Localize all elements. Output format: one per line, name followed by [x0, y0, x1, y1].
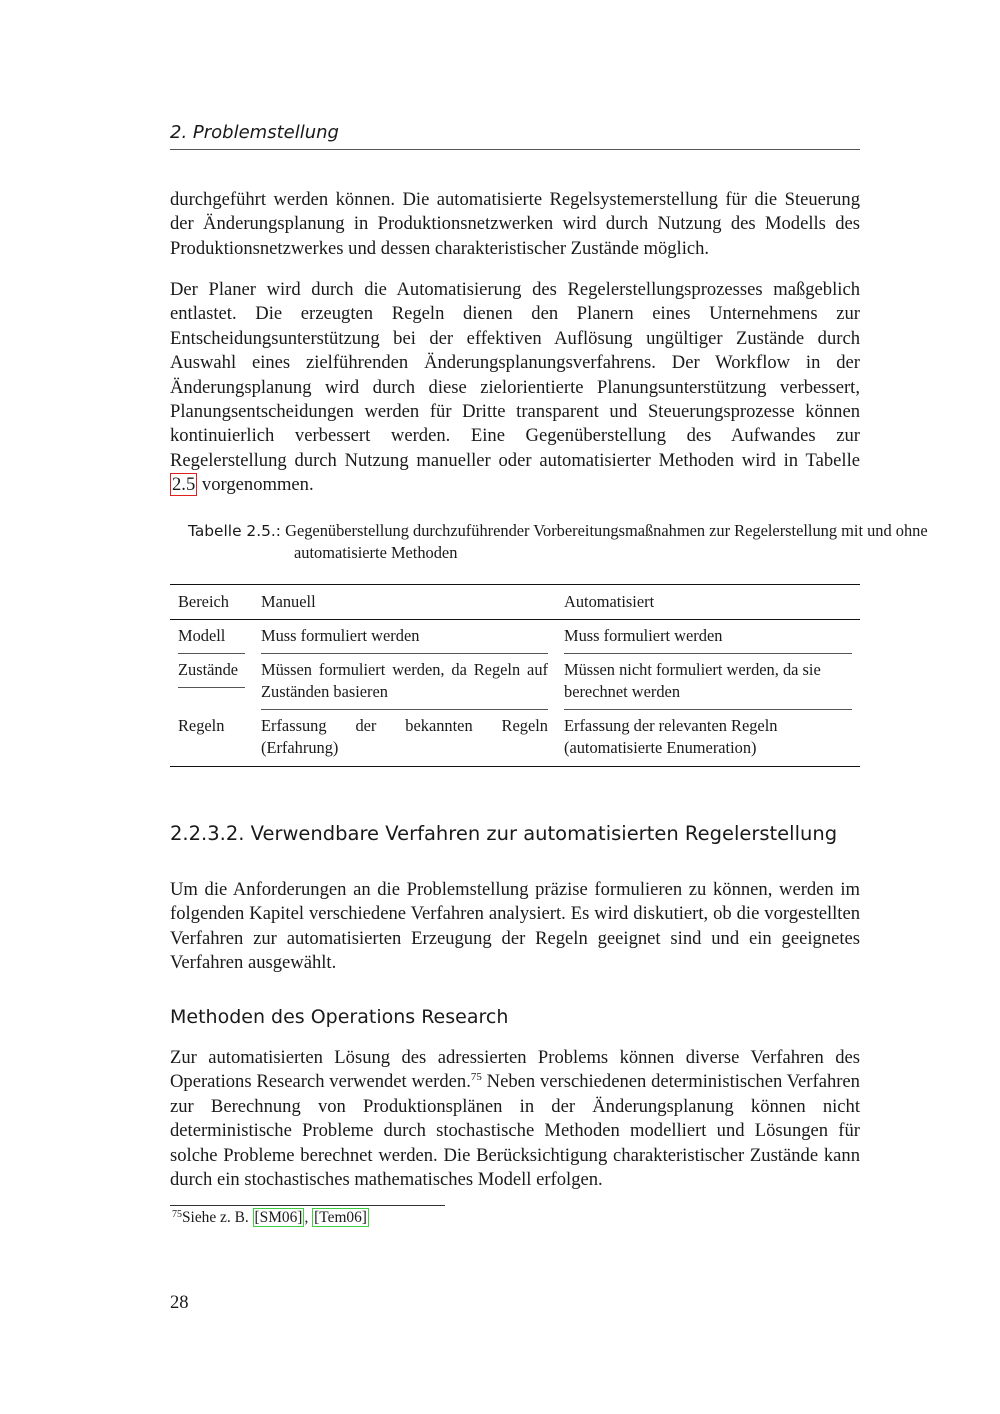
header-bereich: Bereich	[170, 585, 253, 620]
paragraph-intro: durchgeführt werden können. Die automatisierte Regelsystemerstellung für die Steuerung der Änderungsplanung in Produktionsnetzwerken wird durch Nutzung des Modells des Produktionsnetzwerkes und dessen charakteristischer Zustände möglich.	[170, 189, 860, 259]
cell-manual: Erfassung der bekannten Regeln (Erfahrung)	[253, 710, 556, 767]
cell-area: Modell	[178, 620, 245, 654]
cell-automated: Müssen nicht formuliert werden, da sie berechnet werden	[564, 654, 852, 710]
paragraph-requirements: Um die Anforderungen an die Problemstellung präzise formulieren zu können, werden im folgenden Kapitel verschiedene Verfahren analysiert. Es wird diskutiert, ob die vorgestellten Verfahren zur automatisierten Erzeugung der Regeln geeignet sind und ein geeignetes Verfahren ausgewählt.	[170, 879, 860, 974]
paragraph-planer-end: vorgenommen.	[201, 474, 314, 496]
table-row	[170, 654, 860, 710]
running-header: 2. Problemstellung	[170, 122, 860, 150]
cell-area: Zustände	[178, 654, 245, 688]
paragraph-or-text-b: Neben verschiedenen deterministischen Verfahren zur Berechnung von Produktionsplänen in der Änderungsplanung können nicht deterministische Probleme durch stochastische Methoden modelliert und Lösungen für solche Probleme berechnet werden. Die Berücksichtigung charakteristischer Zustände kann durch ein stochastisches mathematisches Modell erfolgen.	[170, 1071, 860, 1191]
cell-manual: Müssen formuliert werden, da Regeln auf Zuständen basieren	[261, 654, 548, 710]
subsection-heading: 2.2.3.2. Verwendbare Verfahren zur automatisierten Regelerstellung	[170, 822, 838, 845]
footnote	[172, 1209, 369, 1227]
paragraph-planer-text: Der Planer wird durch die Automatisierung des Regelerstellungsprozesses maßgeblich entlastet. Die erzeugten Regeln dienen den Planern eines Unternehmens zur Entscheidungsunterstützung bei der effektiven Auflösung ungültiger Zustände durch Auswahl eines zielführenden Änderungsplanungsverfahrens. Der Workflow in der Änderungsplanung wird durch diese zielorientierte Planungsunterstützung verbessert, Planungsentscheidungen werden für Dritte transparent und Steuerungsprozesse können kontinuierlich verbessert werden. Eine Gegenüberstellung des Aufwandes zur Regelerstellung durch Nutzung manueller oder automatisierter Methoden wird in Tabelle	[170, 279, 860, 471]
table-caption	[188, 520, 948, 564]
page-number: 28	[170, 1292, 189, 1313]
citation-link-sm06[interactable]: [SM06]	[254, 1209, 303, 1226]
footnote-rule	[170, 1205, 445, 1206]
table-row	[170, 710, 860, 767]
paragraph-or-text-a: Zur automatisierten Lösung des adressierten Problems können diverse Verfahren des Operations Research verwendet werden.	[170, 1047, 860, 1093]
cell-manual: Muss formuliert werden	[261, 620, 548, 654]
table-caption-text: Gegenüberstellung durchzuführender Vorbereitungsmaßnahmen zur Regelerstellung mit und ohne automatisierte Methoden	[285, 521, 928, 562]
cell-area: Regeln	[170, 710, 253, 767]
header-manuell: Manuell	[253, 585, 556, 620]
footnote-prefix: Siehe z. B.	[182, 1209, 249, 1226]
cell-automated: Erfassung der relevanten Regeln (automatisierte Enumeration)	[556, 710, 860, 767]
footnote-number: 75	[172, 1209, 182, 1220]
paragraph-heading: Methoden des Operations Research	[170, 1006, 509, 1028]
paragraph-planer	[170, 278, 860, 498]
table-header-row	[170, 585, 860, 620]
paragraph-operations-research	[170, 1046, 860, 1192]
footnote-marker[interactable]: 75	[470, 1071, 482, 1084]
header-automatisiert: Automatisiert	[556, 585, 860, 620]
comparison-table	[170, 584, 860, 767]
cell-automated: Muss formuliert werden	[564, 620, 852, 654]
footnote-separator: ,	[304, 1209, 309, 1226]
citation-link-tem06[interactable]: [Tem06]	[314, 1209, 367, 1226]
table-row	[170, 620, 860, 655]
table-caption-label: Tabelle 2.5.:	[188, 522, 281, 540]
table-reference-link[interactable]: 2.5	[172, 474, 196, 496]
